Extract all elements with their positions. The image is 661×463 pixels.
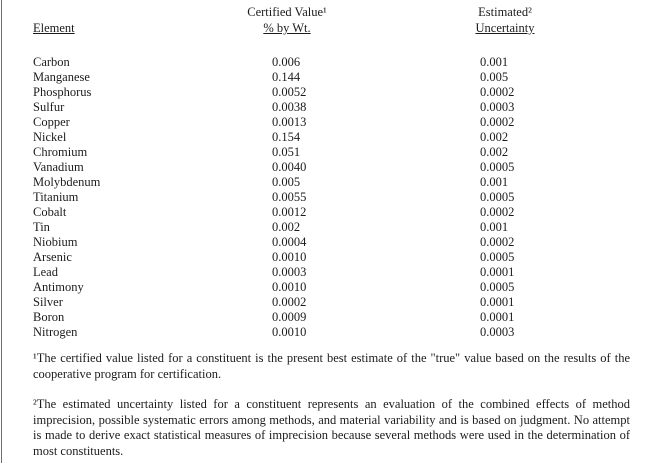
element-cell: Copper (33, 115, 70, 129)
certified-value-cell: 0.0004 (272, 235, 307, 249)
uncertainty-cell: 0.0005 (480, 160, 515, 174)
uncertainty-cell: 0.0001 (480, 295, 515, 309)
certified-value-cell: 0.0010 (272, 250, 307, 264)
uncertainty-cell: 0.0002 (480, 205, 515, 219)
certified-value-cell: 0.154 (272, 130, 301, 144)
uncertainty-cell: 0.002 (480, 145, 509, 159)
element-table-body (0, 55, 661, 340)
certified-value-cell: 0.002 (272, 220, 301, 234)
table-row (0, 175, 661, 190)
certified-value-cell: 0.0002 (272, 295, 307, 309)
table-row (0, 55, 661, 70)
element-cell: Tin (33, 220, 50, 234)
element-cell: Nickel (33, 130, 67, 144)
certified-value-cell: 0.0010 (272, 325, 307, 339)
estimated-uncertainty-header-line2: Uncertainty (475, 21, 535, 35)
table-row (0, 250, 661, 265)
uncertainty-cell: 0.0005 (480, 190, 515, 204)
element-cell: Nitrogen (33, 325, 78, 339)
certified-value-cell: 0.0038 (272, 100, 307, 114)
uncertainty-cell: 0.0003 (480, 325, 515, 339)
column-header-certified-value (247, 4, 327, 36)
element-cell: Boron (33, 310, 65, 324)
uncertainty-cell: 0.0002 (480, 235, 515, 249)
estimated-uncertainty-header-line1: Estimated² (478, 5, 532, 19)
uncertainty-cell: 0.0001 (480, 310, 515, 324)
uncertainty-cell: 0.005 (480, 70, 509, 84)
element-cell: Carbon (33, 55, 70, 69)
certified-value-cell: 0.0013 (272, 115, 307, 129)
uncertainty-cell: 0.0002 (480, 115, 515, 129)
uncertainty-cell: 0.0001 (480, 265, 515, 279)
certified-value-cell: 0.144 (272, 70, 301, 84)
element-cell: Vanadium (33, 160, 84, 174)
table-row (0, 205, 661, 220)
table-row (0, 130, 661, 145)
table-row (0, 295, 661, 310)
table-row (0, 190, 661, 205)
column-header-element: Element (33, 21, 75, 35)
table-row (0, 265, 661, 280)
element-cell: Chromium (33, 145, 88, 159)
footnote-1: ¹The certified value listed for a constituent is the present best estimate of the "true" value based on the results of the cooperative program for certification. (33, 351, 630, 381)
certified-value-cell: 0.0012 (272, 205, 307, 219)
certified-value-cell: 0.0009 (272, 310, 307, 324)
certified-value-cell: 0.0003 (272, 265, 307, 279)
uncertainty-cell: 0.0005 (480, 250, 515, 264)
uncertainty-cell: 0.001 (480, 220, 509, 234)
table-row (0, 115, 661, 130)
element-cell: Phosphorus (33, 85, 92, 99)
uncertainty-cell: 0.002 (480, 130, 509, 144)
element-cell: Antimony (33, 280, 84, 294)
element-cell: Titanium (33, 190, 79, 204)
element-cell: Niobium (33, 235, 78, 249)
table-row (0, 85, 661, 100)
element-cell: Sulfur (33, 100, 65, 114)
element-cell: Arsenic (33, 250, 72, 264)
table-row (0, 325, 661, 340)
table-row (0, 220, 661, 235)
certified-value-cell: 0.051 (272, 145, 301, 159)
table-row (0, 70, 661, 85)
element-cell: Silver (33, 295, 63, 309)
certified-value-header-line1: Certified Value¹ (247, 5, 327, 19)
certified-value-cell: 0.0052 (272, 85, 307, 99)
column-header-estimated-uncertainty (475, 4, 534, 36)
certified-value-cell: 0.0040 (272, 160, 307, 174)
table-row (0, 160, 661, 175)
element-cell: Manganese (33, 70, 90, 84)
uncertainty-cell: 0.0005 (480, 280, 515, 294)
uncertainty-cell: 0.001 (480, 55, 509, 69)
element-cell: Lead (33, 265, 58, 279)
element-cell: Cobalt (33, 205, 67, 219)
table-row (0, 310, 661, 325)
table-row (0, 100, 661, 115)
table-row (0, 235, 661, 250)
certified-value-cell: 0.0010 (272, 280, 307, 294)
footnote-2: ²The estimated uncertainty listed for a constituent represents an evaluation of the combined effects of method imprecision, possible systematic errors among methods, and material variability and is based on judgment. No attempt is made to derive exact statistical measures of imprecision because several methods were used in the determination of most constituents. (33, 397, 630, 458)
uncertainty-cell: 0.0002 (480, 85, 515, 99)
uncertainty-cell: 0.001 (480, 175, 509, 189)
certified-value-cell: 0.006 (272, 55, 301, 69)
certified-value-cell: 0.005 (272, 175, 301, 189)
table-row (0, 280, 661, 295)
certified-value-cell: 0.0055 (272, 190, 307, 204)
table-row (0, 145, 661, 160)
uncertainty-cell: 0.0003 (480, 100, 515, 114)
certified-value-header-line2: % by Wt. (263, 21, 311, 35)
element-cell: Molybdenum (33, 175, 101, 189)
